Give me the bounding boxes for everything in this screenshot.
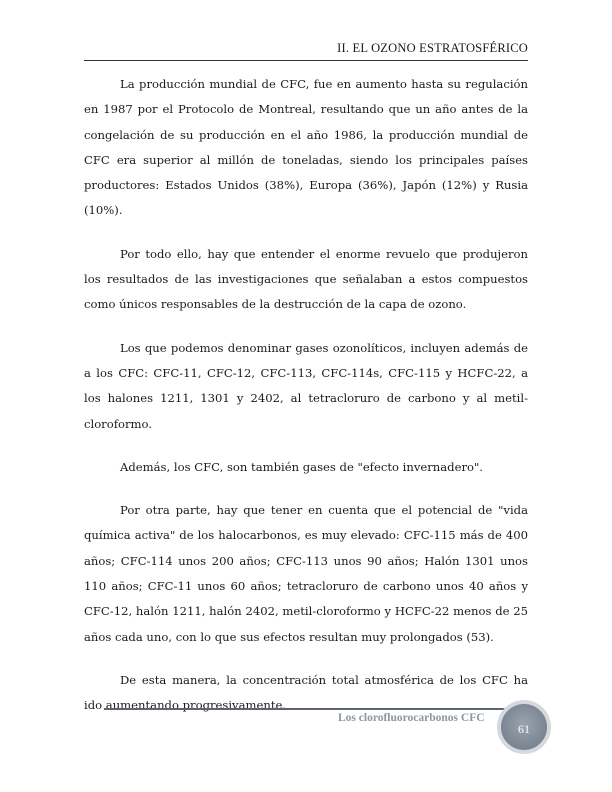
page-number-badge (497, 700, 551, 754)
header-divider (84, 60, 528, 61)
body-text (84, 72, 528, 737)
footer-divider (104, 708, 516, 710)
page-number: 61 (518, 721, 530, 736)
paragraph: Por otra parte, hay que tener en cuenta que el potencial de "vida química activa" de los halocarbonos, es muy elevado: CFC-115 más de 400 años; CFC-114 unos 200 años; CFC-113 unos 90 años; Halón 1301 unos 110 años; CFC-11 unos 60 años; tetracloruro de carbono unos 40 años y CFC-12, halón 1211, halón 2402, metil-cloroformo y HCFC-22 menos de 25 años cada uno, con lo que sus efectos resultan muy prolongados (53). (84, 503, 528, 644)
paragraph: De esta manera, la concentración total atmosférica de los CFC ha ido aumentando progresivamente. (84, 672, 528, 713)
footer-chapter-label: Los clorofluorocarbonos CFC (338, 712, 485, 724)
paragraph: La producción mundial de CFC, fue en aumento hasta su regulación en 1987 por el Protocolo de Montreal, resultando que un año antes de la congelación de su producción en el año 1986, la producción mundial de CFC era superior al millón de toneladas, siendo los principales países productores: Estados Unidos (38%), Europa (36%), Japón (12%) y Rusia (10%). (84, 77, 528, 218)
paragraph: Los que podemos denominar gases ozonolíticos, incluyen además de a los CFC: CFC-11, CFC-12, CFC-113, CFC-114s, CFC-115 y HCFC-22, a los halones 1211, 1301 y 2402, al tetracloruro de carbono y al metil-cloroformo. (84, 340, 528, 431)
paragraph: Además, los CFC, son también gases de "efecto invernadero". (120, 459, 483, 474)
running-header: II. EL OZONO ESTRATOSFÉRICO (337, 41, 528, 55)
paragraph: Por todo ello, hay que entender el enorme revuelo que produjeron los resultados de las investigaciones que señalaban a estos compuestos como únicos responsables de la destrucción de la capa de ozono. (84, 246, 528, 312)
